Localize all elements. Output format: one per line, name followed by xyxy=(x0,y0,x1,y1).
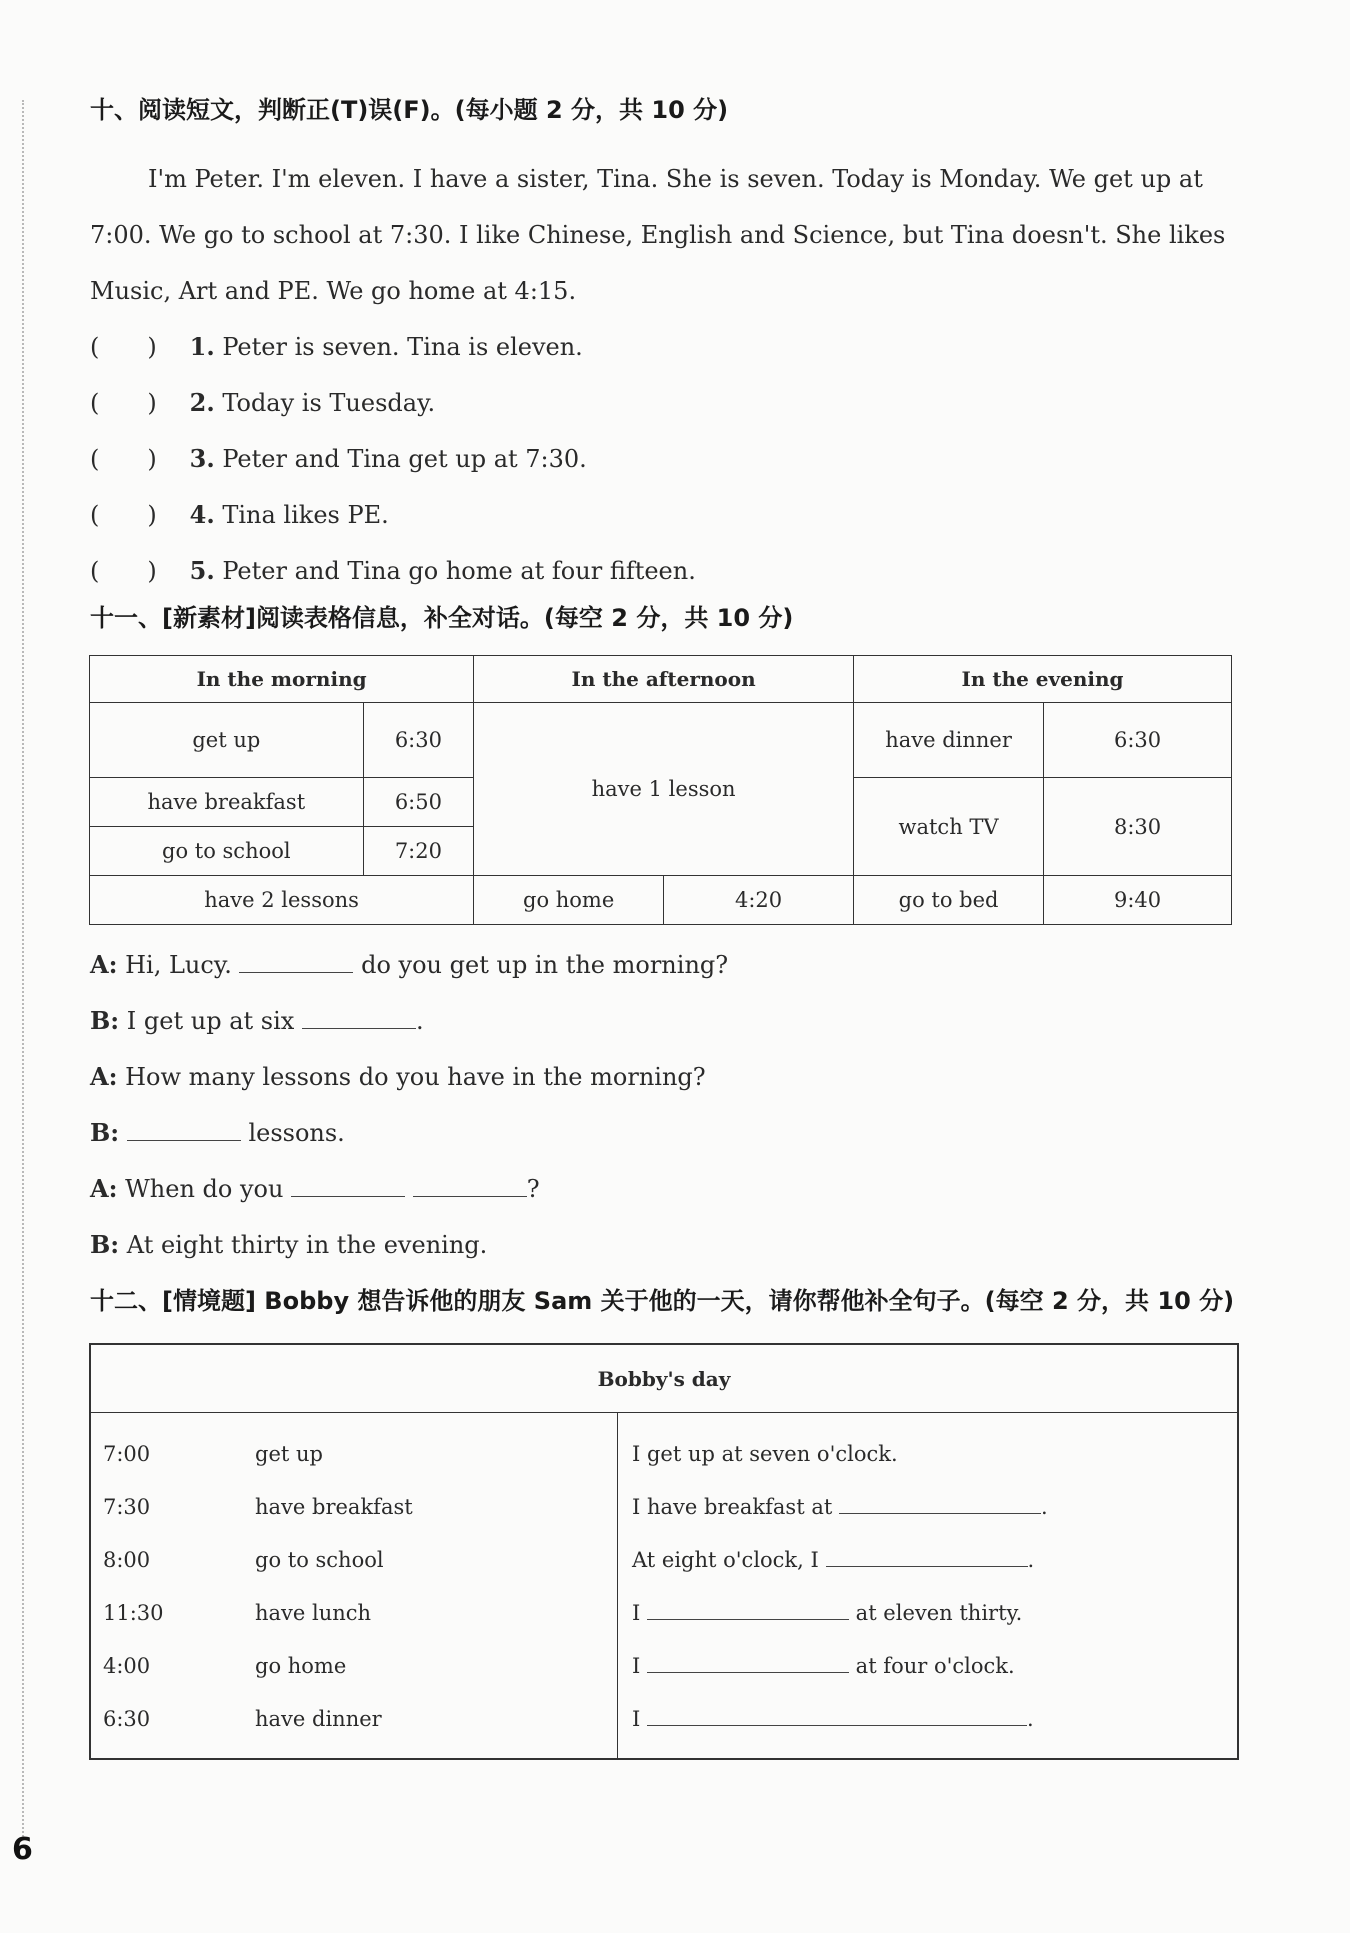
schedule-row xyxy=(103,1693,617,1746)
dialogue-line-2 xyxy=(90,993,1240,1049)
header-morning: In the morning xyxy=(90,656,474,703)
question-text: Peter is seven. Tina is eleven. xyxy=(222,333,583,361)
speaker: A: xyxy=(90,1174,118,1203)
schedule-row xyxy=(103,1587,617,1640)
answer-blank[interactable] xyxy=(127,1122,241,1141)
speaker: A: xyxy=(90,950,118,979)
sentence-text: . xyxy=(1040,1495,1048,1519)
answer-blank[interactable] xyxy=(826,1548,1028,1567)
answer-paren[interactable]: ( ) xyxy=(90,557,157,585)
sentence-text: I xyxy=(632,1601,641,1625)
question-text: Today is Tuesday. xyxy=(222,389,436,417)
answer-blank[interactable] xyxy=(291,1178,405,1197)
evening-activity: go to bed xyxy=(854,876,1044,925)
schedule-row xyxy=(103,1428,617,1481)
section10-heading: 十、阅读短文，判断正(T)误(F)。(每小题 2 分，共 10 分) xyxy=(90,96,729,124)
daily-schedule-table xyxy=(89,655,1232,925)
morning-time: 7:20 xyxy=(363,827,474,876)
table-title: Bobby's day xyxy=(90,1344,1238,1413)
answer-paren[interactable]: ( ) xyxy=(90,501,157,529)
section12-heading xyxy=(90,1273,1240,1329)
worksheet-content xyxy=(90,95,1240,1760)
section11-heading xyxy=(90,603,1240,655)
sentence-text: . xyxy=(1027,1548,1035,1572)
dialogue-text: do you get up in the morning? xyxy=(361,951,729,979)
table-row xyxy=(90,703,1232,778)
section11-instruction: 阅读表格信息，补全对话。(每空 2 分，共 10 分) xyxy=(255,604,794,632)
schedule-activity: get up xyxy=(255,1442,323,1466)
schedule-column xyxy=(90,1413,618,1760)
evening-activity: watch TV xyxy=(854,778,1044,876)
evening-time: 6:30 xyxy=(1044,703,1232,778)
sentence-row xyxy=(632,1587,1237,1640)
dialogue-text: Hi, Lucy. xyxy=(125,951,232,979)
question-text: Peter and Tina get up at 7:30. xyxy=(222,445,587,473)
answer-blank[interactable] xyxy=(647,1707,1027,1726)
morning-time: 6:30 xyxy=(363,703,474,778)
sentence-text: at eleven thirty. xyxy=(855,1601,1023,1625)
morning-activity: go to school xyxy=(90,827,364,876)
dialogue-text: At eight thirty in the evening. xyxy=(126,1231,488,1259)
sentence-row xyxy=(632,1534,1237,1587)
dialogue-line-3 xyxy=(90,1049,1240,1105)
question-number: 1. xyxy=(189,332,215,361)
dialogue-line-5 xyxy=(90,1161,1240,1217)
section11-tag: [新素材] xyxy=(162,604,256,632)
sentence-row xyxy=(632,1428,1237,1481)
section12-number: 十二、 xyxy=(90,1287,162,1315)
schedule-row xyxy=(103,1534,617,1587)
tf-question-5 xyxy=(90,543,1240,599)
answer-blank[interactable] xyxy=(239,954,353,973)
answer-blank[interactable] xyxy=(647,1601,849,1620)
margin-dotted-line xyxy=(22,100,24,1840)
sentence-row xyxy=(632,1481,1237,1534)
morning-activity: have breakfast xyxy=(90,778,364,827)
section12-instruction: Bobby 想告诉他的朋友 Sam 关于他的一天，请你帮他补全句子。(每空 2 分，共 10 分) xyxy=(264,1287,1235,1315)
morning-time: 6:50 xyxy=(363,778,474,827)
dialogue-text: . xyxy=(415,1007,424,1035)
afternoon-activity: go home xyxy=(474,876,664,925)
afternoon-lesson: have 1 lesson xyxy=(474,703,854,876)
evening-activity: have dinner xyxy=(854,703,1044,778)
schedule-time: 8:00 xyxy=(103,1548,151,1572)
dialogue-text: When do you xyxy=(125,1175,284,1203)
sentence-text: at four o'clock. xyxy=(855,1654,1015,1678)
tf-question-3 xyxy=(90,431,1240,487)
sentence-row xyxy=(632,1693,1237,1746)
question-number: 2. xyxy=(189,388,215,417)
dialogue-text: ? xyxy=(526,1175,540,1203)
sentence-text: . xyxy=(1026,1707,1034,1731)
speaker: A: xyxy=(90,1062,118,1091)
dialogue-text: I get up at six xyxy=(126,1007,295,1035)
answer-paren[interactable]: ( ) xyxy=(90,445,157,473)
schedule-activity: go home xyxy=(255,1654,347,1678)
section12-tag: [情境题] xyxy=(162,1287,256,1315)
sentence-column xyxy=(618,1413,1239,1760)
table-row xyxy=(90,876,1232,925)
schedule-row xyxy=(103,1640,617,1693)
schedule-time: 4:00 xyxy=(103,1654,151,1678)
question-number: 5. xyxy=(189,556,215,585)
evening-time: 8:30 xyxy=(1044,778,1232,876)
sentence-text: At eight o'clock, I xyxy=(632,1548,819,1572)
schedule-time: 7:00 xyxy=(103,1442,151,1466)
answer-blank[interactable] xyxy=(302,1010,416,1029)
schedule-time: 6:30 xyxy=(103,1707,151,1731)
sentence-text: I xyxy=(632,1654,641,1678)
question-number: 4. xyxy=(189,500,215,529)
page-number: 6 xyxy=(12,1832,33,1867)
header-evening: In the evening xyxy=(854,656,1232,703)
tf-question-4 xyxy=(90,487,1240,543)
sentence-text: I get up at seven o'clock. xyxy=(632,1442,898,1466)
dialogue-text: How many lessons do you have in the morning? xyxy=(125,1063,706,1091)
tf-question-1 xyxy=(90,319,1240,375)
dialogue-line-1 xyxy=(90,937,1240,993)
schedule-activity: have lunch xyxy=(255,1601,372,1625)
dialogue-line-6 xyxy=(90,1217,1240,1273)
sentence-text: I xyxy=(632,1707,641,1731)
answer-paren[interactable]: ( ) xyxy=(90,389,157,417)
morning-lessons: have 2 lessons xyxy=(90,876,474,925)
morning-activity: get up xyxy=(90,703,364,778)
answer-paren[interactable]: ( ) xyxy=(90,333,157,361)
dialogue xyxy=(90,937,1240,1273)
schedule-activity: have dinner xyxy=(255,1707,382,1731)
table-header-row xyxy=(90,656,1232,703)
bobby-day-table xyxy=(89,1343,1239,1760)
schedule-row xyxy=(103,1481,617,1534)
section11-number: 十一、 xyxy=(90,604,162,632)
header-afternoon: In the afternoon xyxy=(474,656,854,703)
section10-passage: I'm Peter. I'm eleven. I have a sister, Tina. She is seven. Today is Monday. We get up at 7:00. We go to school at 7:30. I like Chinese, English and Science, but Tina doesn't. She likes Music, Art and PE. We go home at 4:15. xyxy=(90,165,1226,305)
tf-question-2 xyxy=(90,375,1240,431)
answer-blank[interactable] xyxy=(839,1495,1041,1514)
dialogue-line-4 xyxy=(90,1105,1240,1161)
afternoon-time: 4:20 xyxy=(664,876,854,925)
schedule-activity: have breakfast xyxy=(255,1495,413,1519)
answer-blank[interactable] xyxy=(413,1178,527,1197)
sentence-row xyxy=(632,1640,1237,1693)
speaker: B: xyxy=(90,1118,120,1147)
speaker: B: xyxy=(90,1230,120,1259)
schedule-time: 7:30 xyxy=(103,1495,151,1519)
answer-blank[interactable] xyxy=(647,1654,849,1673)
schedule-activity: go to school xyxy=(255,1548,384,1572)
question-text: Peter and Tina go home at four fifteen. xyxy=(222,557,696,585)
speaker: B: xyxy=(90,1006,120,1035)
schedule-time: 11:30 xyxy=(103,1601,164,1625)
question-text: Tina likes PE. xyxy=(222,501,389,529)
question-number: 3. xyxy=(189,444,215,473)
evening-time: 9:40 xyxy=(1044,876,1232,925)
dialogue-text: lessons. xyxy=(248,1119,345,1147)
section10-questions xyxy=(90,319,1240,599)
sentence-text: I have breakfast at xyxy=(632,1495,833,1519)
